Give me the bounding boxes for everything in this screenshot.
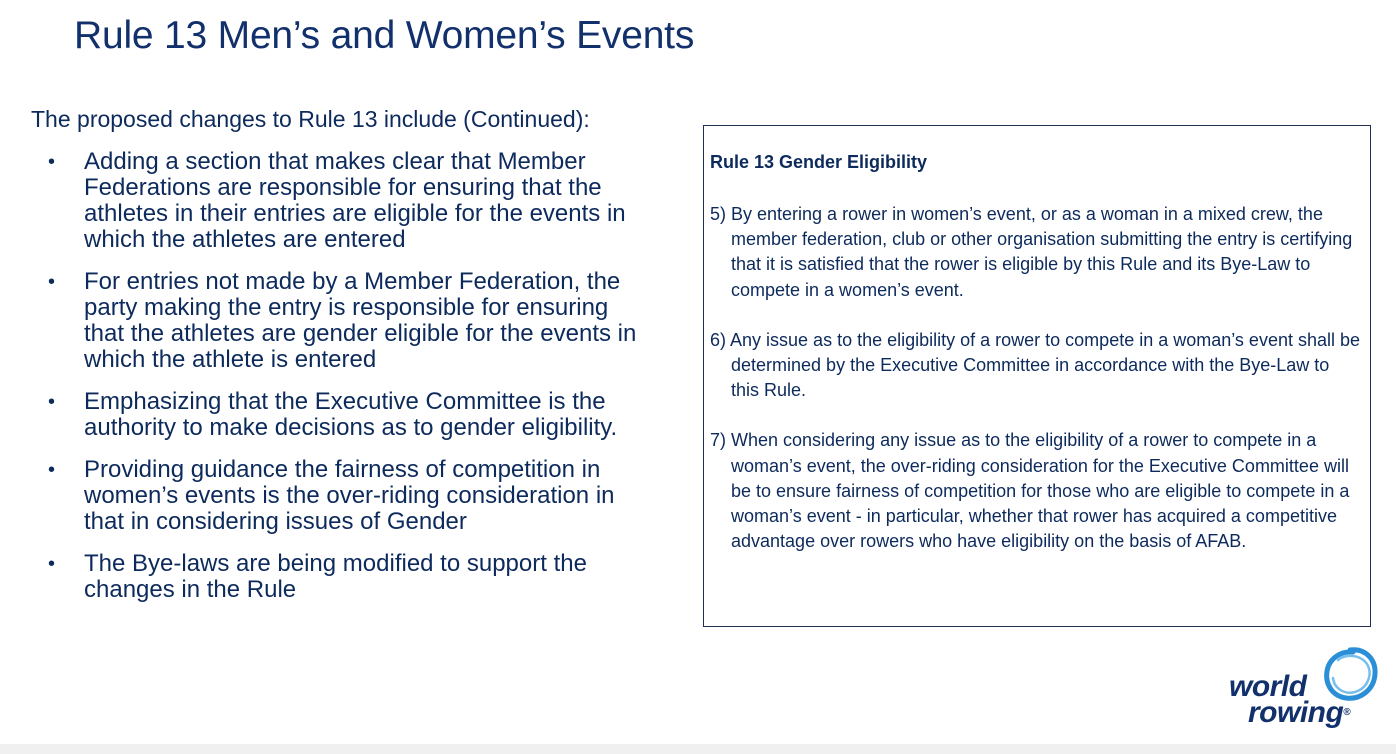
rule-box-heading: Rule 13 Gender Eligibility	[710, 152, 928, 172]
rule-clause-7: 7) When considering any issue as to the eligibility of a rower to compete in a woman’s event, the over-riding consideration for the Executive Committee will be to ensure fairness of competition for those who are eligible to compete in a woman’s event - in particular, whether that rower has acquired a competitive advantage over rowers who have eligibility on the basis of AFAB.	[710, 430, 1350, 552]
logo-word-rowing-text: rowing	[1248, 696, 1344, 729]
rule-clause-5: 5) By entering a rower in women’s event, or as a woman in a mixed crew, the member federation, club or other organisation submitting the entry is certifying that it is satisfied that the rower is eligible by this Rule and its Bye-Law to compete in a women’s event.	[710, 204, 1353, 300]
bullet-text: Emphasizing that the Executive Committee is the authority to make decisions as to gender eligibility.	[84, 388, 618, 441]
registered-mark: ®	[1343, 707, 1351, 718]
logo-ring-icon	[1320, 644, 1380, 704]
intro-text: The proposed changes to Rule 13 include (Continued):	[31, 106, 590, 132]
bullet-item	[48, 269, 648, 373]
bullet-item	[48, 389, 648, 441]
bullet-icon: •	[48, 271, 56, 293]
logo-word-world: world	[1229, 670, 1307, 703]
bullet-text: The Bye-laws are being modified to support the changes in the Rule	[84, 550, 587, 603]
bullet-text: Providing guidance the fairness of competition in women’s events is the over-riding consideration in that in considering issues of Gender	[84, 456, 615, 535]
bullet-item	[48, 551, 648, 603]
slide-title: Rule 13 Men’s and Women’s Events	[74, 14, 695, 57]
logo-word-rowing	[1248, 698, 1350, 728]
rule-clause-6: 6) Any issue as to the eligibility of a rower to compete in a woman’s event shall be determined by the Executive Committee in accordance with the Bye-Law to this Rule.	[710, 329, 1361, 401]
bullet-item	[48, 457, 648, 535]
rule-text-box	[703, 125, 1371, 627]
footer-strip	[0, 744, 1396, 754]
bullet-icon: •	[48, 459, 56, 481]
bullet-text: Adding a section that makes clear that Member Federations are responsible for ensuring that the athletes in their entries are eligible for the events in which the athletes are entered	[84, 148, 626, 253]
world-rowing-logo	[1226, 642, 1386, 734]
bullet-list	[48, 149, 648, 619]
bullet-text: For entries not made by a Member Federation, the party making the entry is responsible for ensuring that the athletes are gender eligible for the events in which the athlete is entered	[84, 268, 637, 373]
bullet-icon: •	[48, 553, 56, 575]
bullet-icon: •	[48, 391, 56, 413]
bullet-item	[48, 149, 648, 253]
bullet-icon: •	[48, 151, 56, 173]
